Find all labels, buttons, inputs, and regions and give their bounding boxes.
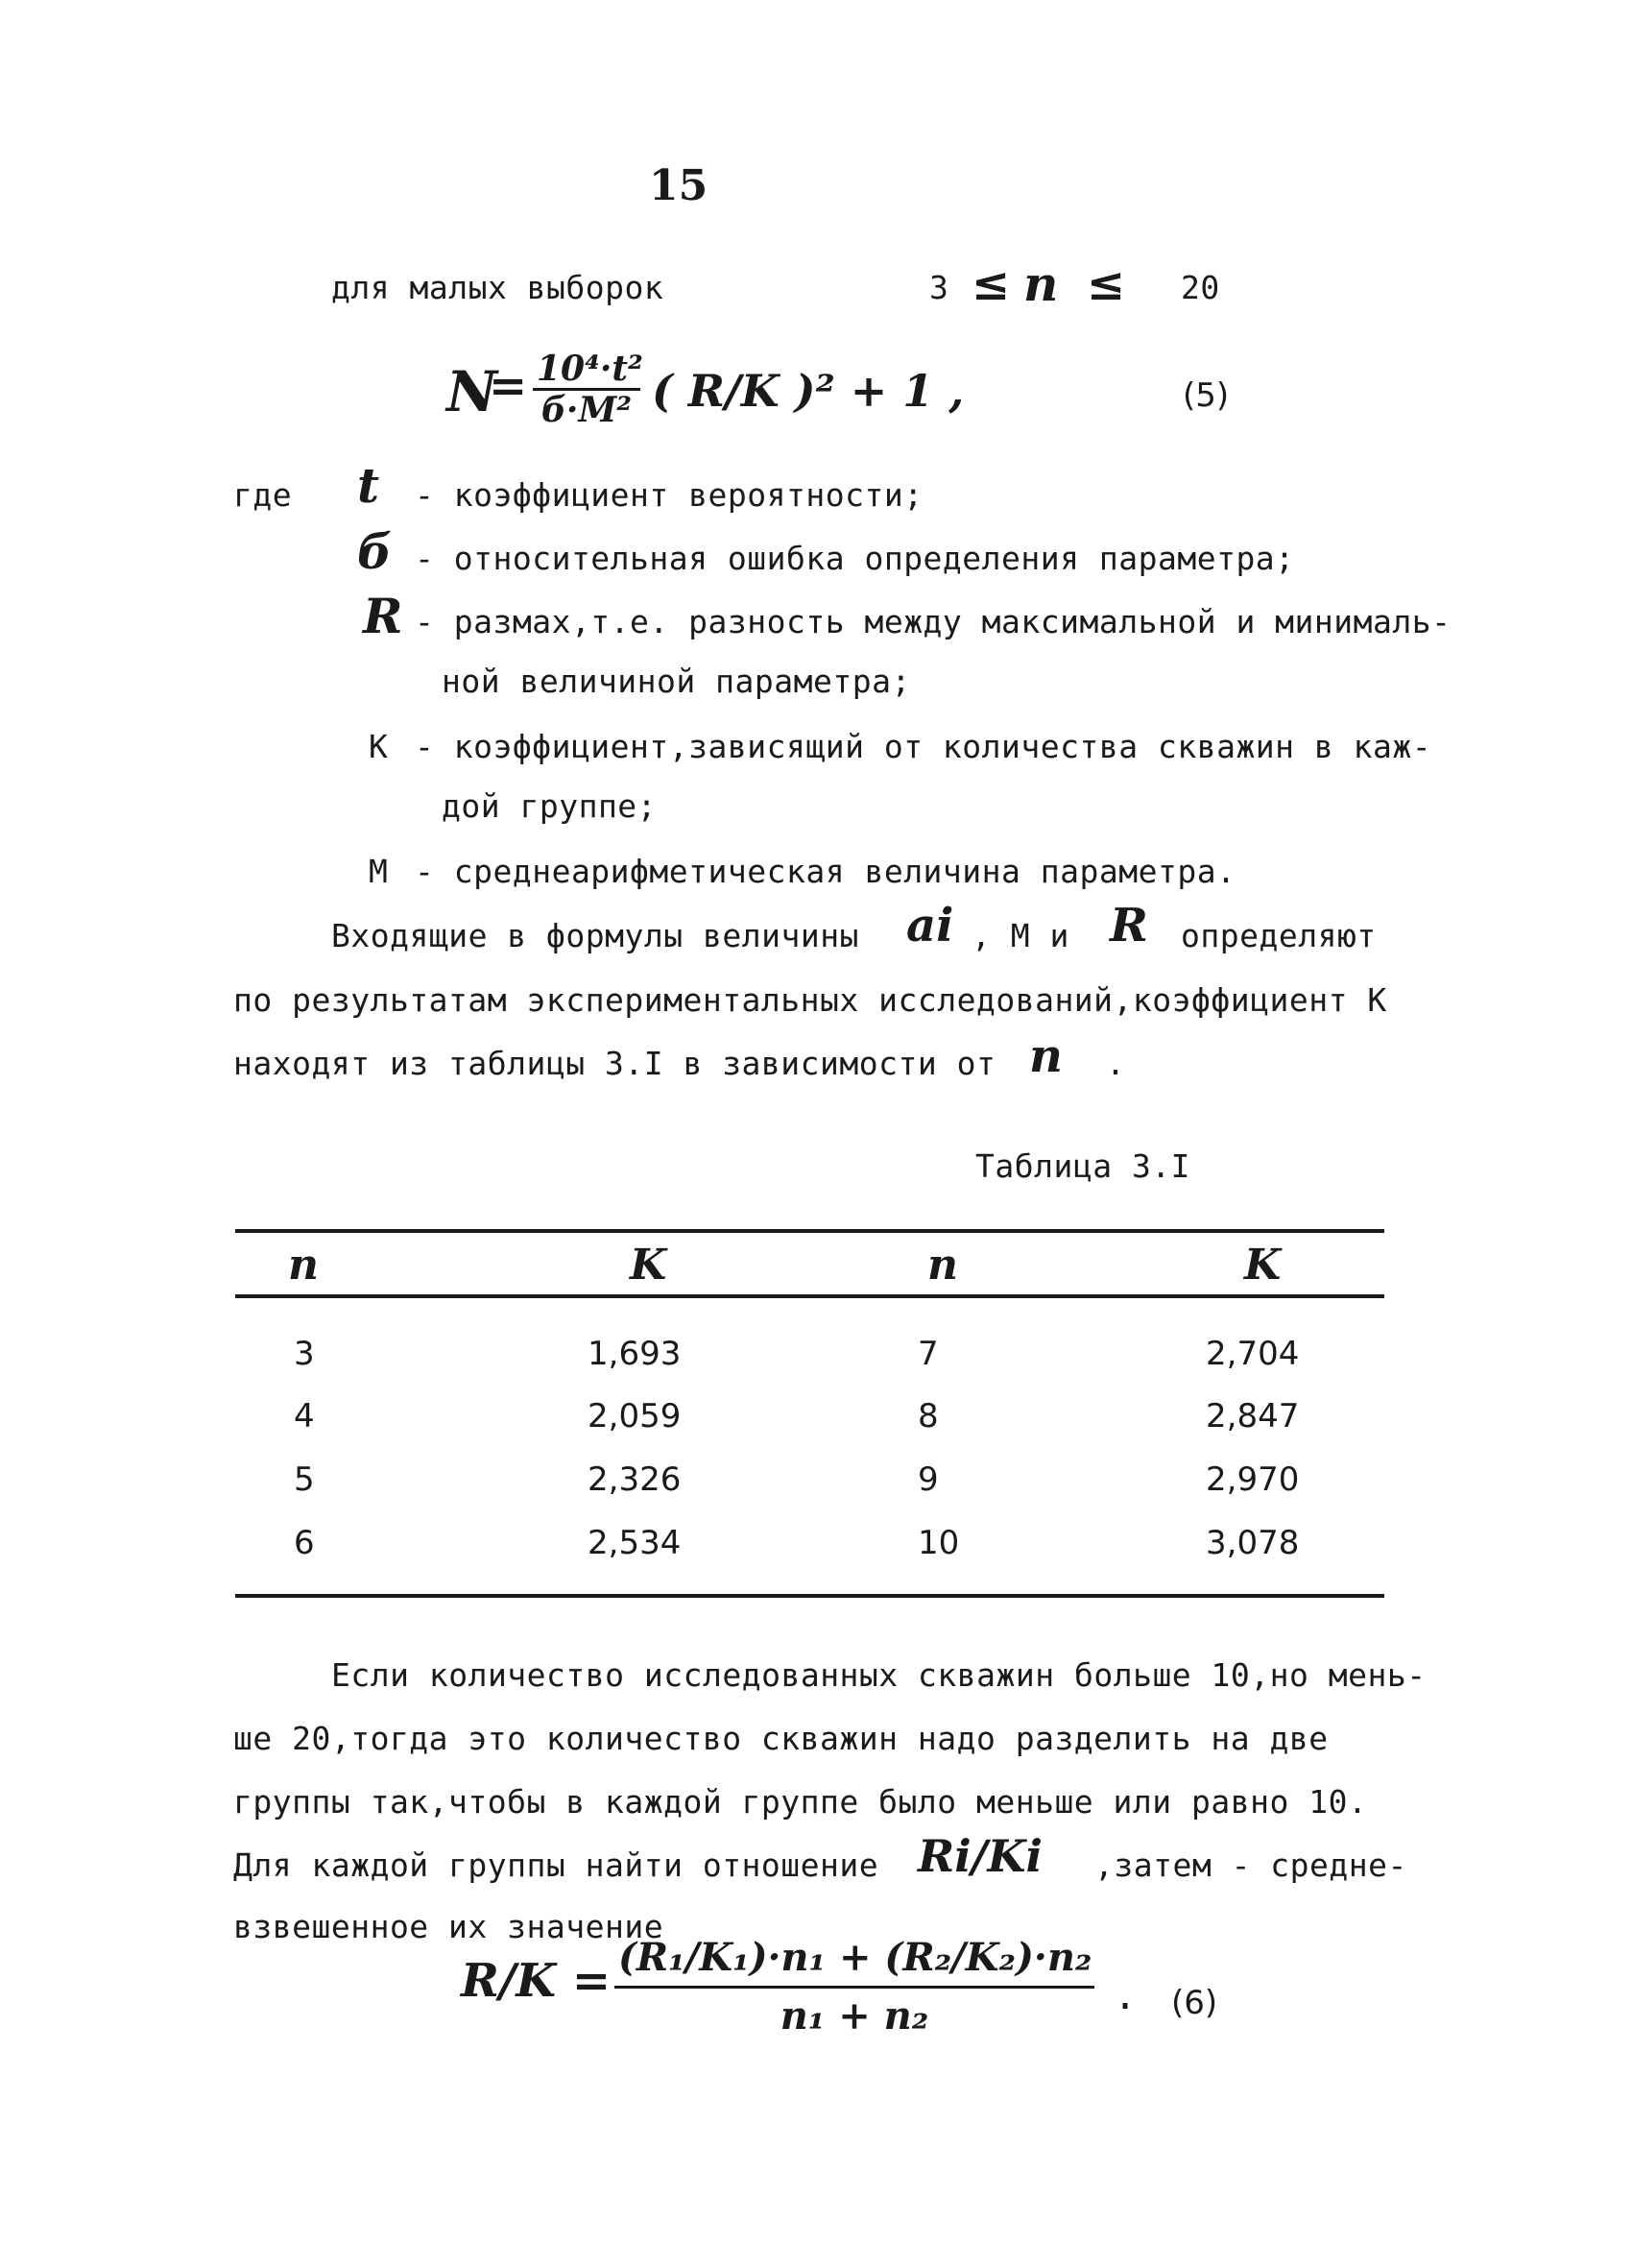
range-variable: n (1023, 255, 1059, 312)
formula-5-denominator: б·M² (540, 390, 633, 430)
table-cell: 2,326 (588, 1460, 682, 1499)
formula-6-numerator: (R₁/K₁)·n₁ + (R₂/K₂)·n₂ (614, 1930, 1094, 1989)
table-header-k1: K (630, 1241, 667, 1290)
legend-text-k-cont: дой группе; (442, 787, 658, 825)
para1-line1-a: Входящие в формулы величины (331, 917, 859, 954)
table-header-rule (235, 1294, 1384, 1298)
table-cell: 8 (918, 1397, 939, 1436)
table-header-n1: n (288, 1241, 319, 1290)
range-min: 3 (929, 269, 949, 306)
legend-text-r-cont: ной величиной параметра; (442, 663, 911, 700)
table-header-k2: K (1244, 1241, 1282, 1290)
table-cell: 9 (918, 1460, 939, 1499)
legend-where: где (233, 476, 293, 514)
legend-symbol-r: R (363, 588, 403, 644)
formula-6-dot: . (1114, 1974, 1138, 2018)
formula-6-denominator: n₁ + n₂ (780, 1993, 929, 2039)
table-cell: 10 (918, 1524, 960, 1562)
para2-line2: ше 20,тогда это количество скважин надо разделить на две (233, 1720, 1329, 1757)
para1-symbol-n: n (1029, 1029, 1063, 1083)
para1-line2: по результатам экспериментальных исследований,коэффициент К (233, 981, 1387, 1019)
table-cell: 2,059 (588, 1397, 682, 1436)
small-samples-text: для малых выборок (331, 269, 664, 306)
formula-5-equals: = (489, 359, 528, 413)
table-cell: 5 (294, 1460, 315, 1499)
range-le-1: ≤ (972, 257, 1011, 311)
table-cell: 7 (918, 1335, 939, 1373)
legend-text-m: - среднеарифметическая величина параметра. (415, 853, 1236, 890)
table-cell: 4 (294, 1397, 315, 1436)
para2-line3: группы так,чтобы в каждой группе было меньше или равно 10. (233, 1783, 1368, 1821)
para1-symbol-ai: ai (906, 899, 954, 953)
legend-symbol-k: К (369, 728, 389, 765)
para2-ratio: Ri/Ki (918, 1830, 1043, 1882)
legend-text-sigma: - относительная ошибка определения параметра; (415, 540, 1295, 577)
legend-text-k: - коэффициент,зависящий от количества скважин в каж- (415, 728, 1432, 765)
formula-5-label: (5) (1183, 376, 1230, 415)
para1-line3-b: . (1106, 1045, 1126, 1082)
table-cell: 6 (294, 1524, 315, 1562)
table-cell: 2,970 (1206, 1460, 1300, 1499)
formula-5-numerator: 10⁴·t² (533, 350, 640, 391)
para1-line3-a: находят из таблицы 3.I в зависимости от (233, 1045, 996, 1082)
table-cell: 3,078 (1206, 1524, 1300, 1562)
legend-text-t: - коэффициент вероятности; (415, 476, 924, 514)
para1-symbol-r: R (1110, 899, 1148, 953)
formula-6-label: (6) (1171, 1984, 1218, 2022)
table-cell: 3 (294, 1335, 315, 1373)
legend-symbol-m: М (369, 853, 389, 890)
formula-5-tail: ( R/K )² + 1 , (652, 365, 965, 417)
legend-symbol-sigma: б (357, 523, 393, 580)
para2-line1: Если количество исследованных скважин больше 10,но мень- (331, 1656, 1427, 1694)
table-top-rule (235, 1229, 1384, 1233)
table-caption: Таблица 3.I (975, 1147, 1191, 1185)
range-max: 20 (1181, 269, 1220, 306)
formula-6-lhs: R/K = (461, 1954, 612, 2008)
legend-text-r: - размах,т.е. разность между максимальной и минималь- (415, 603, 1452, 640)
table-cell: 2,704 (1206, 1335, 1300, 1373)
para2-line4: Для каждой группы найти отношение (233, 1846, 879, 1884)
table-cell: 2,534 (588, 1524, 682, 1562)
table-cell: 2,847 (1206, 1397, 1300, 1436)
table-cell: 1,693 (588, 1335, 682, 1373)
table-header-n2: n (927, 1241, 958, 1290)
formula-6-fraction (614, 1930, 1094, 2044)
page-number: 15 (649, 161, 708, 210)
range-le-2: ≤ (1087, 257, 1126, 311)
para2-after-ratio: ,затем - средне- (1094, 1846, 1407, 1884)
formula-5-lhs: N (446, 359, 498, 424)
formula-5-fraction (533, 349, 643, 430)
para1-line1-b: , М и (972, 917, 1069, 954)
table-bottom-rule (235, 1594, 1384, 1598)
legend-symbol-t: t (357, 457, 380, 514)
para2-last-line: взвешенное их значение (233, 1908, 664, 1945)
para1-line1-c: определяют (1181, 917, 1377, 954)
